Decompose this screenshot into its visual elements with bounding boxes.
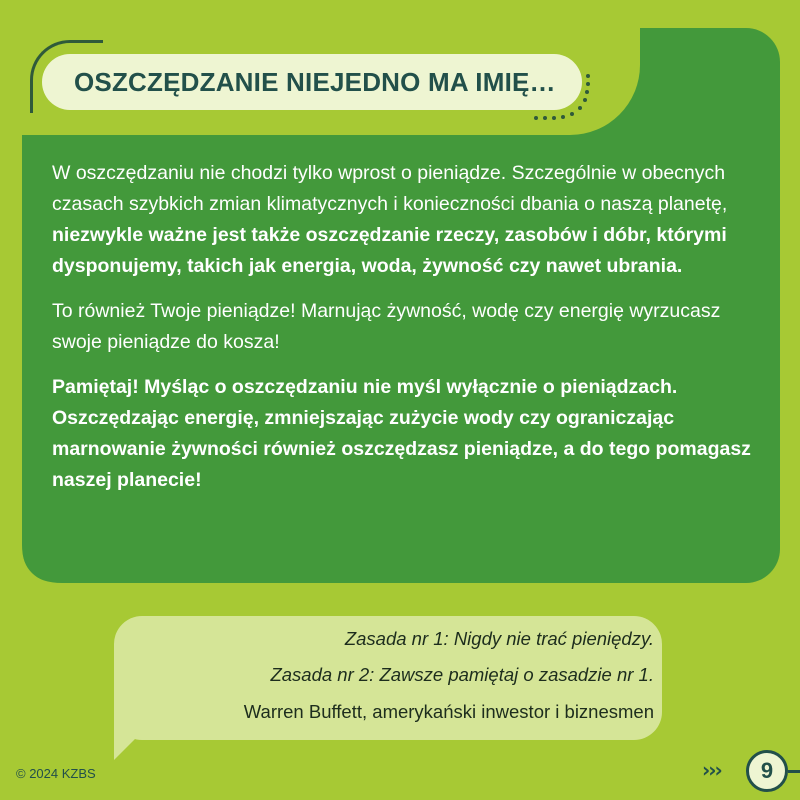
next-arrows-icon[interactable]: ››› — [702, 758, 721, 782]
paragraph-3 — [52, 372, 752, 496]
paragraph-1 — [52, 158, 752, 282]
paragraph-3-bold: Pamiętaj! Myśląc o oszczędzaniu nie myśl wyłącznie o pieniądzach. Oszczędzając energię, zmniejszając zużycie wody czy ograniczając marnowanie żywności również oszczędzasz pieniądze, a do tego pomagasz naszej planecie! — [52, 376, 751, 491]
page-number: 9 — [746, 750, 788, 792]
paragraph-1-regular: W oszczędzaniu nie chodzi tylko wprost o pieniądze. Szczególnie w obecnych czasach szybkich zmian klimatycznych i konieczności dbania o naszą planetę, — [52, 162, 728, 215]
decorative-dots-icon — [530, 72, 600, 122]
page-number-line — [788, 770, 800, 773]
quote-line-2: Zasada nr 2: Zawsze pamiętaj o zasadzie nr 1. — [270, 664, 654, 685]
page-title: OSZCZĘDZANIE NIEJEDNO MA IMIĘ… — [74, 66, 556, 97]
paragraph-2: To również Twoje pieniądze! Marnując żywność, wodę czy energię wyrzucasz swoje pieniądze do kosza! — [52, 300, 721, 353]
quote-author: Warren Buffett, amerykański inwestor i biznesmen — [243, 701, 654, 722]
main-text — [52, 158, 752, 510]
paragraph-1-bold: niezwykle ważne jest także oszczędzanie rzeczy, zasobów i dóbr, którymi dysponujemy, takich jak energia, woda, żywność czy nawet ubrania. — [52, 224, 727, 277]
copyright: © 2024 KZBS — [16, 766, 96, 781]
panel-notch — [22, 500, 292, 610]
title-pill — [42, 54, 582, 110]
quote-line-1: Zasada nr 1: Nigdy nie trać pieniędzy. — [344, 628, 654, 649]
